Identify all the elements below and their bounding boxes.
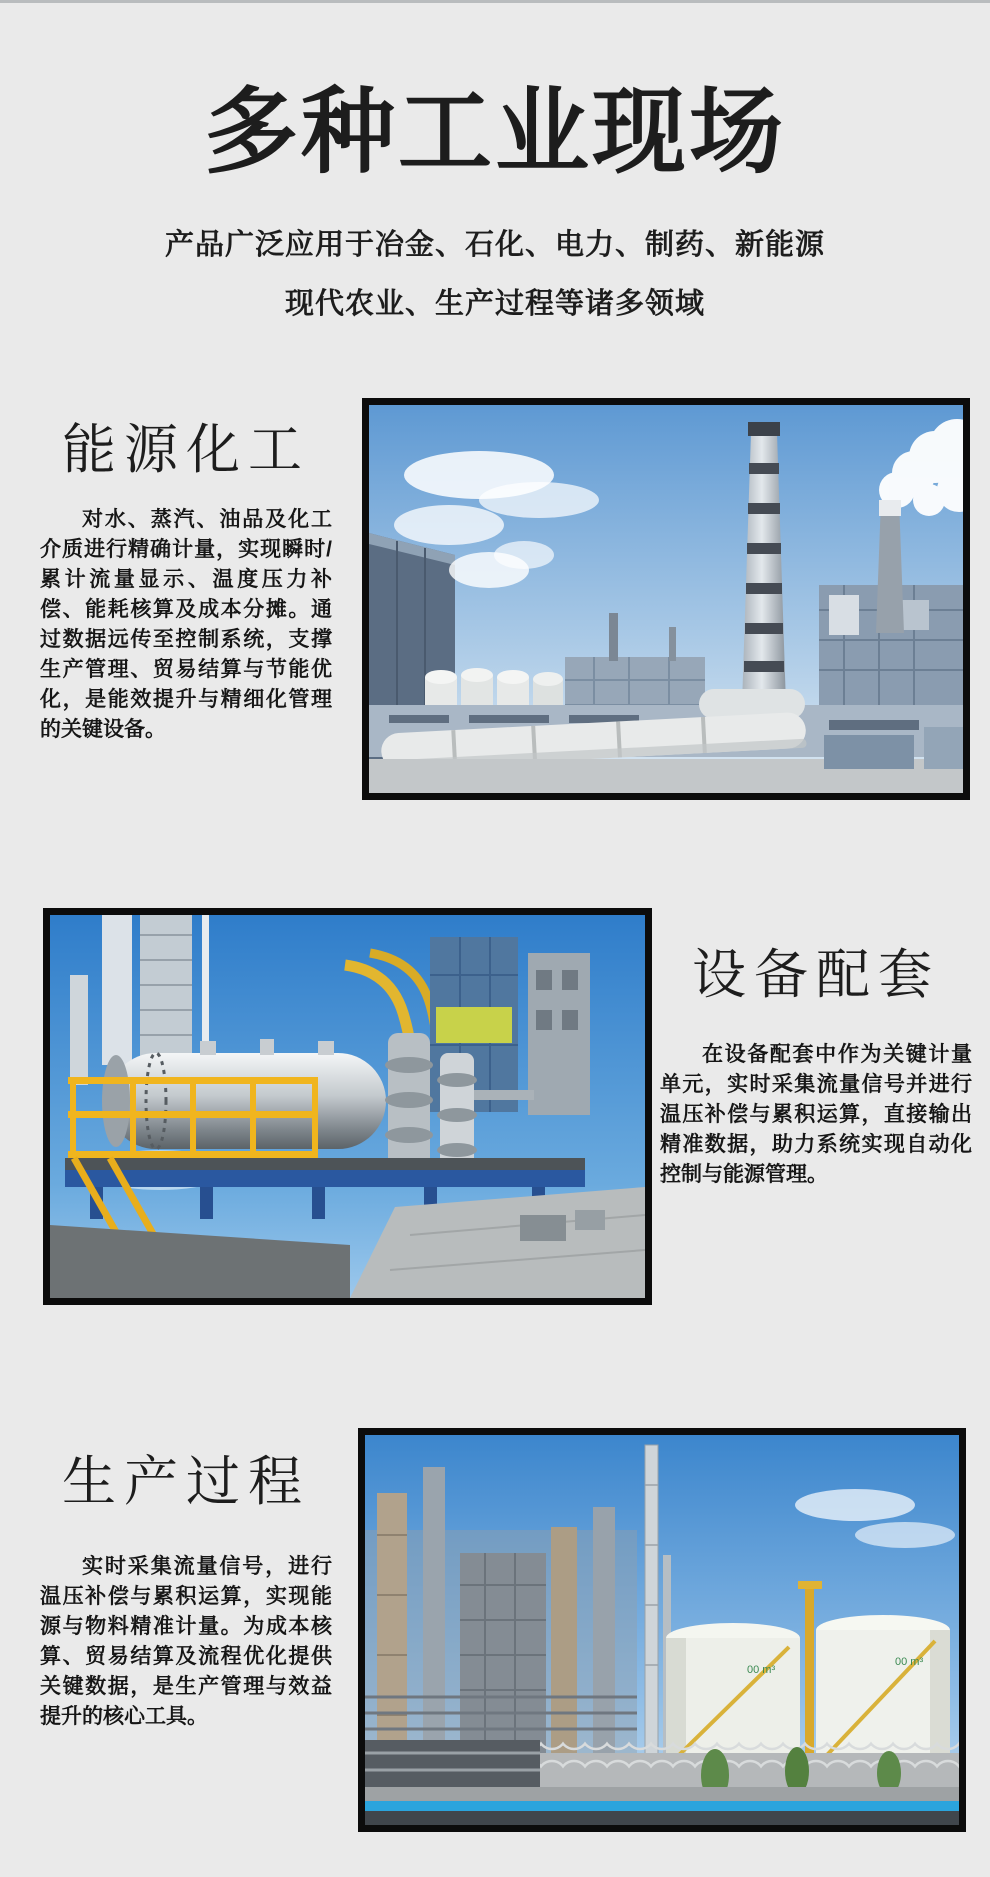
power-plant-illustration [369,405,963,793]
tank-farm-illustration [365,1435,959,1825]
subtitle-line-2: 现代农业、生产过程等诸多领域 [284,288,705,320]
section-body-energy-chemical: 对水、蒸汽、油品及化工介质进行精确计量，实现瞬时/累计流量显示、温度压力补偿、能耗核算及成本分摊。通过数据远传至控制系统，支撑生产管理、贸易结算与节能优化，是能效提升与精细化管理的关键设备。 [40,508,332,741]
page-title: 多种工业现场 [203,79,786,184]
tank1-volume-label: 00 m³ [747,1664,776,1676]
top-divider [0,0,990,3]
tank2-volume-label: 00 m³ [895,1656,924,1668]
section-body-production-process: 实时采集流量信号，进行温压补偿与累积运算，实现能源与物料精准计量。为成本核算、贸易结算及流程优化提供关键数据，是生产管理与效益提升的核心工具。 [40,1555,332,1728]
tank-farm-and-columns-photo [358,1428,966,1832]
refinery-metering-skid-photo [43,908,652,1305]
metering-skid-illustration [50,915,645,1298]
power-plant-with-chimneys-photo [362,398,970,800]
section-heading-energy-chemical: 能源化工 [62,420,310,480]
subtitle-line-1: 产品广泛应用于冶金、石化、电力、制药、新能源 [164,229,825,261]
section-body-equipment-support: 在设备配套中作为关键计量单元，实时采集流量信号并进行温压补偿与累积运算，直接输出精准数据，助力系统实现自动化控制与能源管理。 [660,1043,972,1186]
section-heading-equipment-support: 设备配套 [692,945,940,1005]
section-heading-production-process: 生产过程 [62,1452,310,1512]
